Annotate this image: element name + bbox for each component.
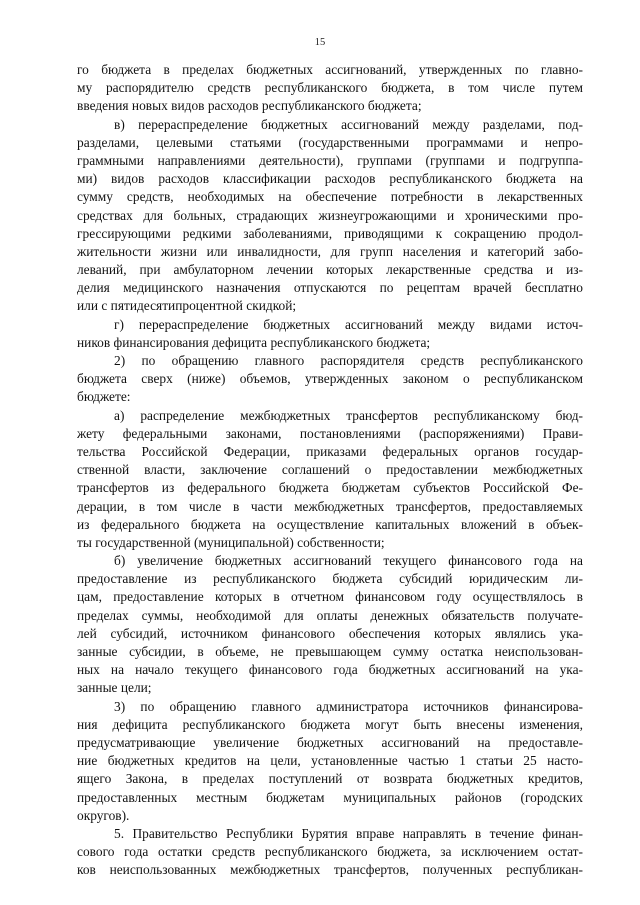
text-line: 3) по обращению главного администратора источников финансирова- [114, 698, 583, 714]
text-line: 5. Правительство Республики Бурятия вправе направлять в течение финан- [114, 825, 583, 841]
document-body-text [77, 61, 583, 879]
text-line: а) распределение межбюджетных трансфертов республиканскому бюд- [114, 407, 583, 423]
text-line: округов). [77, 807, 130, 823]
text-line: ми) видов расходов классификации расходов республиканского бюджета на [77, 171, 583, 187]
text-line: грессирующими редкими заболеваниями, приводящими к сокращению продол- [77, 225, 583, 241]
text-line: средствах для больных, страдающих жизнеугрожающими и хроническими про- [77, 207, 583, 223]
text-line: сумму средств, необходимых на обеспечение потребности в лекарственных [77, 189, 583, 205]
text-line: занные субсидии, в объеме, не превышающем сумму остатка неиспользован- [77, 644, 583, 659]
text-line: из федерального бюджета на осуществление капитальных вложений в объек- [77, 516, 583, 532]
text-line: цам, предоставление которых в отчетном финансовом году осуществлялось в [77, 589, 583, 605]
text-line: разделами, целевыми статьями (государственными программами и непро- [77, 134, 583, 150]
text-line: дерации, в том числе в части межбюджетных трансфертов, предоставляемых [77, 498, 583, 514]
text-line: или с пятидесятипроцентной скидкой; [77, 298, 297, 314]
text-line: трансфертов из федерального бюджета бюджетам субъектов Российской Фе- [77, 480, 583, 496]
text-line: ников финансирования дефицита республиканского бюджета; [77, 334, 431, 350]
text-line: предоставленных местным бюджетам муниципальных районов (городских [77, 789, 583, 805]
text-line: пределах суммы, необходимой для оплаты денежных обязательств получате- [77, 607, 583, 623]
text-line: ящего Закона, в пределах поступлений от возврата бюджетных кредитов, [77, 771, 583, 787]
text-line: лей субсидий, источником финансового обеспечения которых являлись ука- [77, 625, 583, 641]
text-line: сового года остатки средств республиканского бюджета, за исключением остат- [77, 844, 583, 860]
text-line: го бюджета в пределах бюджетных ассигнований, утвержденных по главно- [77, 62, 583, 77]
page-number: 15 [314, 37, 326, 48]
text-line: ков неиспользованных межбюджетных трансфертов, полученных республикан- [77, 862, 583, 878]
text-line: му распорядителю средств республиканского бюджета, в том числе путем [77, 80, 583, 96]
text-line: г) перераспределение бюджетных ассигнований между видами источ- [114, 316, 583, 332]
text-line: 2) по обращению главного распорядителя средств республиканского [114, 353, 583, 368]
text-line: введения новых видов расходов республиканского бюджета; [77, 98, 422, 114]
text-line: тельства Российской Федерации, приказами федеральных органов государ- [77, 443, 583, 459]
text-line: граммными направлениями деятельности), группами (группами и подгруппа- [77, 152, 583, 168]
text-line: ние бюджетных кредитов на цели, установленные частью 1 статьи 25 насто- [77, 753, 583, 769]
text-line: бюджета сверх (ниже) объемов, утвержденных законом о республиканском [77, 371, 583, 387]
text-line: жительности жизни или инвалидности, для групп населения и категорий забо- [77, 243, 583, 259]
text-line: ты государственной (муниципальной) собственности; [77, 534, 385, 550]
text-line: бюджете: [77, 389, 131, 405]
text-line: в) перераспределение бюджетных ассигнований между разделами, под- [114, 116, 583, 132]
text-line: леваний, при амбулаторном лечении которых лекарственные средства и из- [77, 262, 583, 278]
text-line: делия медицинского назначения отпускаются по рецептам врачей бесплатно [77, 280, 583, 296]
text-line: предоставление из республиканского бюджета субсидий юридическим ли- [77, 571, 583, 587]
text-line: ных на начало текущего финансового года бюджетных ассигнований на ука- [77, 662, 583, 678]
text-line: предусматривающие увеличение бюджетных ассигнований на предоставле- [77, 734, 583, 750]
text-line: занные цели; [77, 680, 152, 696]
text-line: жету федеральными законами, постановлениями (распоряжениями) Прави- [77, 425, 583, 441]
text-line: ственной власти, заключение соглашений о предоставлении межбюджетных [77, 462, 583, 478]
text-line: б) увеличение бюджетных ассигнований текущего финансового года на [114, 553, 583, 569]
text-line: ния дефицита республиканского бюджета могут быть внесены изменения, [77, 716, 583, 732]
